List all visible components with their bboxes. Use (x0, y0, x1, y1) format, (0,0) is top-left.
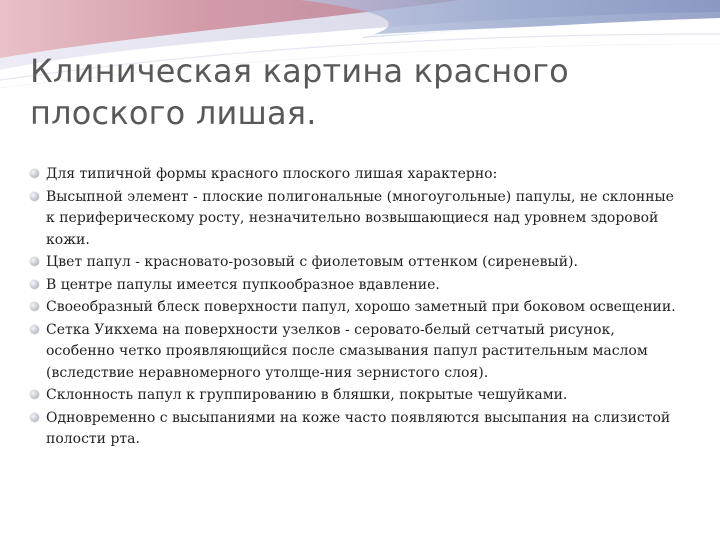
bullet-dot-icon (30, 192, 39, 201)
bullet-text: Одновременно с высыпаниями на коже часто появляются высыпания на слизистой полости рта. (46, 409, 671, 447)
bullet-item (30, 320, 680, 385)
bullet-dot-icon (30, 302, 39, 311)
bullet-item (30, 275, 680, 297)
bullet-text: В центре папулы имеется пупкообразное вдавление. (46, 276, 440, 293)
bullet-dot-icon (30, 257, 39, 266)
bullet-text: Высыпной элемент - плоские полигональные (многоугольные) папулы, не склонные к периферическому росту, незначительно возвышающиеся над уровнем здоровой кожи. (46, 188, 674, 248)
bullet-text: Своеобразный блеск поверхности папул, хорошо заметный при боковом освещении. (46, 299, 676, 315)
bullet-item (30, 408, 680, 451)
bullet-text: Для типичной формы красного плоского лишая характерно: (46, 166, 498, 182)
bullet-text: Склонность папул к группированию в бляшки, покрытые чешуйками. (46, 387, 568, 403)
bullet-dot-icon (30, 413, 39, 422)
slide-title: Клиническая картина красного плоского лишая. (30, 52, 569, 132)
bullet-list (30, 164, 680, 452)
bullet-dot-icon (30, 325, 39, 334)
bullet-text: Сетка Уикхема на поверхности узелков - серовато-белый сетчатый рисунок, особенно четко проявляющийся после смазывания папул растительным маслом (вследствие неравномерного утолще-ния зернистого слоя). (46, 321, 648, 381)
bullet-item (30, 187, 680, 252)
bullet-text: Цвет папул - красновато-розовый с фиолетовым оттенком (сиреневый). (46, 254, 578, 270)
bullet-item (30, 385, 680, 407)
bullet-dot-icon (30, 169, 39, 178)
bullet-item (30, 164, 680, 186)
bullet-dot-icon (30, 390, 39, 399)
bullet-item (30, 252, 680, 274)
bullet-item (30, 297, 680, 319)
bullet-dot-icon (30, 280, 39, 289)
